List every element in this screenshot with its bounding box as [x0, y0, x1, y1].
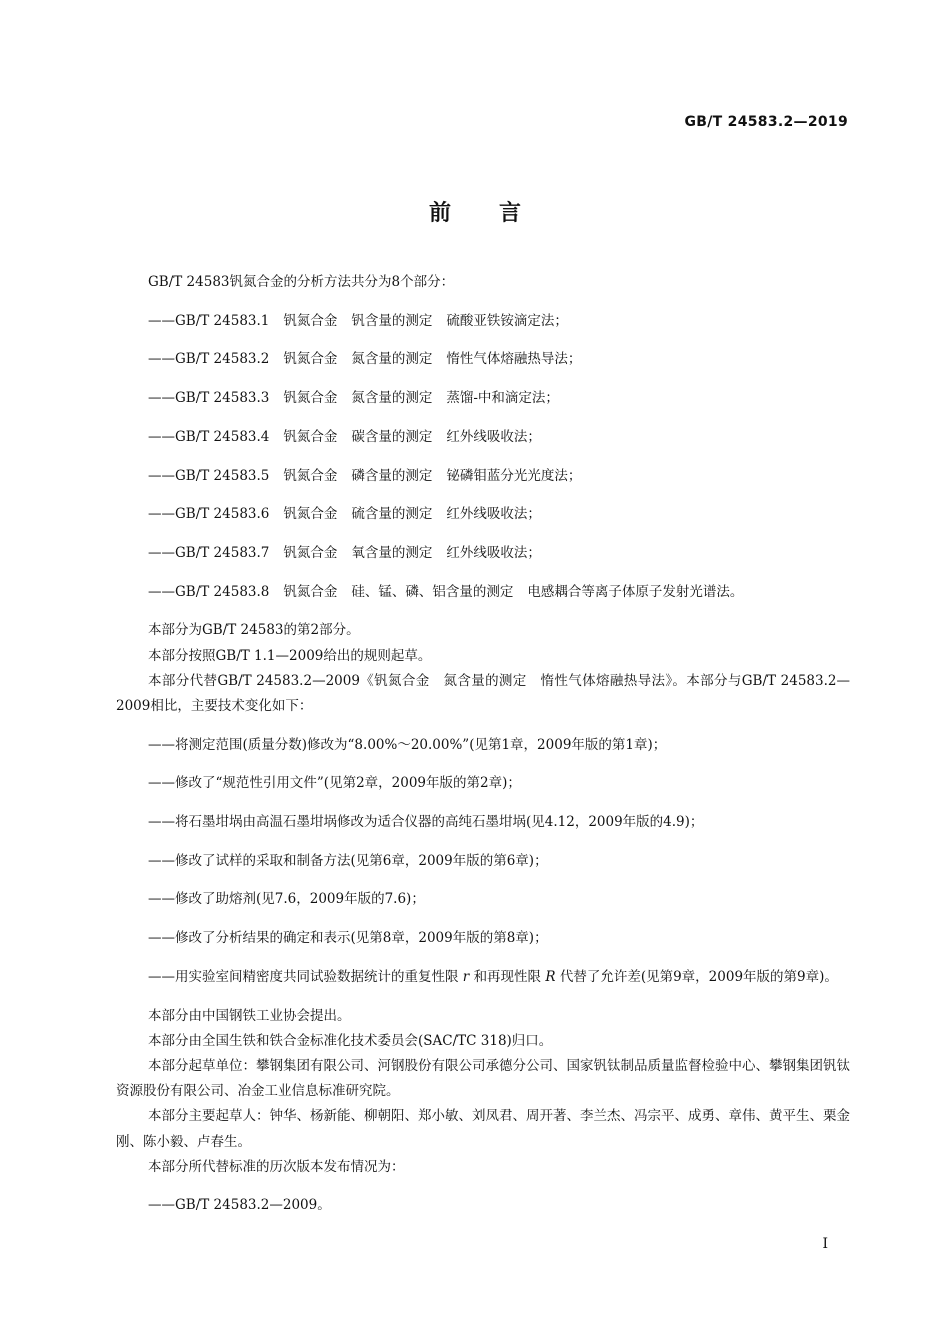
list-item: ——GB/T 24583.5 钒氮合金 磷含量的测定 铋磷钼蓝分光光度法；	[148, 467, 582, 484]
replaces-paragraph: 本部分代替GB/T 24583.2—2009《钒氮合金 氮含量的测定 惰性气体熔融热导法》。本部分与GB/T 24583.2—2009相比，主要技术变化如下：	[116, 672, 850, 714]
drafting-units: 本部分起草单位：攀钢集团有限公司、河钢股份有限公司承德分公司、国家钒钛制品质量监督检验中心、攀钢集团钒钛资源股份有限公司、冶金工业信息标准研究院。	[116, 1057, 850, 1100]
part-statement: 本部分为GB/T 24583的第2部分。	[148, 622, 360, 639]
list-item: ——用实验室间精密度共同试验数据统计的重复性限 r 和再现性限 R 代替了允许差(见第9章，2009年版的第9章)。	[148, 968, 838, 985]
list-item: ——修改了“规范性引用文件”(见第2章，2009年版的第2章)；	[148, 775, 521, 792]
list-item: ——GB/T 24583.7 钒氮合金 氧含量的测定 红外线吸收法；	[148, 544, 541, 561]
list-item: ——将测定范围(质量分数)修改为“8.00%～20.00%”(见第1章，2009年版的第1章)；	[148, 736, 667, 753]
list-item: ——GB/T 24583.8 钒氮合金 硅、锰、磷、铝含量的测定 电感耦合等离子体原子发射光谱法。	[148, 583, 744, 600]
changes-list	[116, 733, 850, 990]
list-item: ——修改了助熔剂(见7.6，2009年版的7.6)；	[148, 891, 425, 908]
document-body	[116, 270, 850, 1232]
history-item: ——GB/T 24583.2—2009。	[148, 1197, 331, 1214]
list-item: ——GB/T 24583.1 钒氮合金 钒含量的测定 硫酸亚铁铵滴定法；	[148, 312, 568, 329]
drafters: 本部分主要起草人：钟华、杨新能、柳朝阳、郑小敏、刘凤君、周开著、李兰杰、冯宗平、成勇、章伟、黄平生、栗金刚、陈小毅、卢春生。	[116, 1108, 850, 1150]
history-intro: 本部分所代替标准的历次版本发布情况为：	[148, 1158, 405, 1175]
managed-by: 本部分由全国生铁和铁合金标准化技术委员会(SAC/TC 318)归口。	[148, 1032, 553, 1049]
list-item: ——修改了分析结果的确定和表示(见第8章，2009年版的第8章)；	[148, 930, 548, 947]
list-item: ——将石墨坩埚由高温石墨坩埚修改为适合仪器的高纯石墨坩埚(见4.12，2009年版的4.9)；	[148, 814, 704, 831]
page-number: I	[822, 1236, 828, 1252]
list-item: ——GB/T 24583.3 钒氮合金 氮含量的测定 蒸馏-中和滴定法；	[148, 390, 559, 407]
proposed-by: 本部分由中国钢铁工业协会提出。	[148, 1007, 351, 1024]
page-title: 前言	[428, 200, 569, 226]
intro-paragraph: GB/T 24583钒氮合金的分析方法共分为8个部分：	[148, 274, 455, 290]
list-item: ——GB/T 24583.2 钒氮合金 氮含量的测定 惰性气体熔融热导法；	[148, 351, 582, 368]
parts-list	[116, 309, 850, 605]
list-item: ——修改了试样的采取和制备方法(见第6章，2009年版的第6章)；	[148, 852, 548, 869]
drafting-rule: 本部分按照GB/T 1.1—2009给出的规则起草。	[148, 647, 432, 664]
list-item: ——GB/T 24583.4 钒氮合金 碳含量的测定 红外线吸收法；	[148, 428, 541, 445]
standard-code-header: GB/T 24583.2—2019	[684, 114, 848, 130]
list-item: ——GB/T 24583.6 钒氮合金 硫含量的测定 红外线吸收法；	[148, 506, 541, 523]
